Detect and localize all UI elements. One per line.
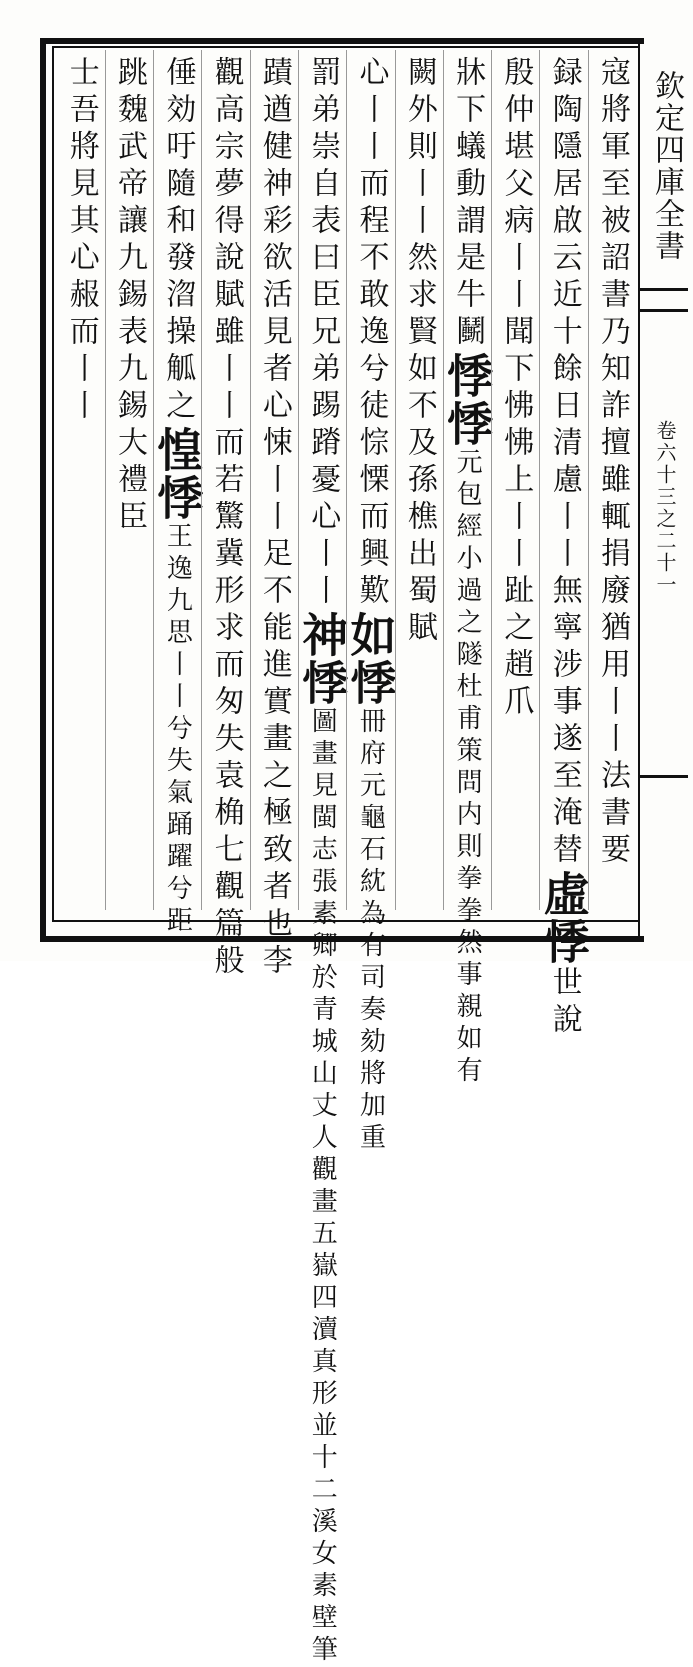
column-text: 世說 [546, 966, 582, 1040]
column-text: 罰弟崇自表曰臣兄弟踢蹐憂心丨丨 [305, 56, 341, 611]
text-column [201, 50, 249, 981]
column-text: 蹟遒健神彩欲活見者心悚丨丨足不能進實畫之極致者也李 [256, 56, 292, 981]
spine-volume: 卷六十三之二十一 [653, 420, 677, 596]
entry-heading: 神悸 [295, 611, 350, 707]
column-text: 王逸九思丨丨兮失氣踊躍兮距 [162, 522, 193, 938]
column-text: 觀高宗夢得說賦雖丨丨而若驚冀形求而匆失袁桷七觀篇般 [208, 56, 244, 981]
text-column [295, 50, 350, 1667]
spine-rule [638, 775, 688, 778]
text-column [395, 50, 443, 910]
column-text: 闕外則丨丨然求賢如不及孫樵出蜀賦 [401, 56, 437, 648]
column-text: 冊府元龜石紞為有司奏劾將加重 [355, 707, 386, 1155]
text-column [343, 50, 398, 1155]
column-text: 殷仲堪父病丨丨聞下怫怫上丨丨趾之趙爪 [498, 56, 534, 722]
column-text: 寇將軍至被詔書乃知詐擅雖輒捐廢猶用丨丨法書要 [595, 56, 630, 870]
column-text: 牀下蟻動謂是牛鬭 [450, 56, 486, 352]
spine-divider [638, 38, 640, 936]
column-text: 元包經小過之隧杜甫策問内則拳拳然事親如有 [452, 448, 483, 1088]
entry-heading: 虛悸 [536, 870, 591, 966]
entry-heading: 惶悸 [150, 426, 205, 522]
column-text: 跳魏武帝讓九錫表九錫大禮臣 [112, 56, 148, 537]
text-columns [56, 50, 636, 1667]
column-text: 圖畫見閩志張素卿於青城山丈人觀畫五嶽四瀆真形並十二溪女素壁筆 [307, 707, 338, 1667]
column-text: 士吾將見其心赧而丨丨 [63, 56, 99, 426]
text-column [150, 50, 205, 938]
text-column [491, 50, 539, 910]
text-column [250, 50, 298, 981]
text-column [105, 50, 153, 910]
spine-title: 欽定四庫全書 [649, 70, 684, 262]
text-column [56, 50, 104, 910]
text-column [588, 50, 636, 910]
fish-tail-mark [638, 288, 688, 312]
column-text: 録陶隱居啟云近十餘日清慮丨丨無寧涉事遂至淹替 [546, 56, 582, 870]
text-column [536, 50, 591, 1040]
entry-heading: 如悸 [343, 611, 398, 707]
text-column [440, 50, 495, 1088]
column-text: 心丨丨而程不敢逸兮徒悰慄而興歎 [353, 56, 389, 611]
entry-heading: 悸悸 [440, 352, 495, 448]
column-text: 倕効吁隨和發㳷操觚之 [160, 56, 196, 426]
